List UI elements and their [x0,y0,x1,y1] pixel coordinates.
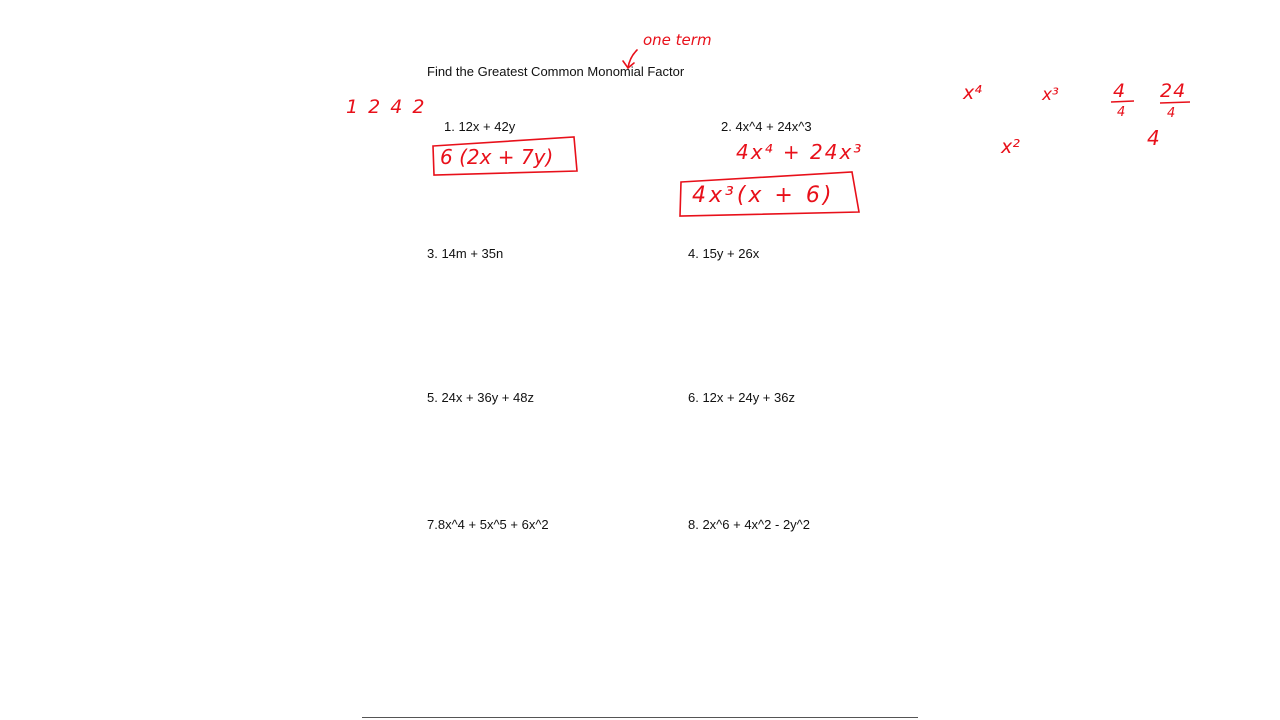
fraction-1-numerator: 4 [1113,80,1126,102]
answer-1: 6 (2x + 7y) [440,145,554,169]
problem-3: 3. 14m + 35n [427,246,504,261]
problem-6: 6. 12x + 24y + 36z [688,390,795,405]
problem-2-rewrite: 4x⁴ + 24x³ [736,140,864,164]
side-x3: x³ [1042,85,1059,105]
side-x4: x⁴ [963,82,982,104]
problem-8: 8. 2x^6 + 4x^2 - 2y^2 [688,517,811,532]
problem-2: 2. 4x^4 + 24x^3 [721,119,812,134]
problem-5: 5. 24x + 36y + 48z [427,390,534,405]
one-term-note: one term [643,31,712,49]
factors-note: 1 2 4 2 [346,96,427,118]
answer-2: 4x³(x + 6) [692,183,835,208]
problem-7: 7.8x^4 + 5x^5 + 6x^2 [427,517,549,532]
side-x2: x² [1001,136,1020,158]
fraction-2-numerator: 24 [1160,80,1187,102]
worksheet-title: Find the Greatest Common Monomial Factor [427,64,685,79]
fraction-bar-2 [1160,102,1190,103]
side-result: 4 [1147,126,1160,150]
problem-4: 4. 15y + 26x [688,246,760,261]
fraction-1-denominator: 4 [1117,105,1126,120]
one-term-arrow [623,50,637,68]
fraction-2-denominator: 4 [1167,106,1176,121]
problem-1: 1. 12x + 42y [444,119,516,134]
